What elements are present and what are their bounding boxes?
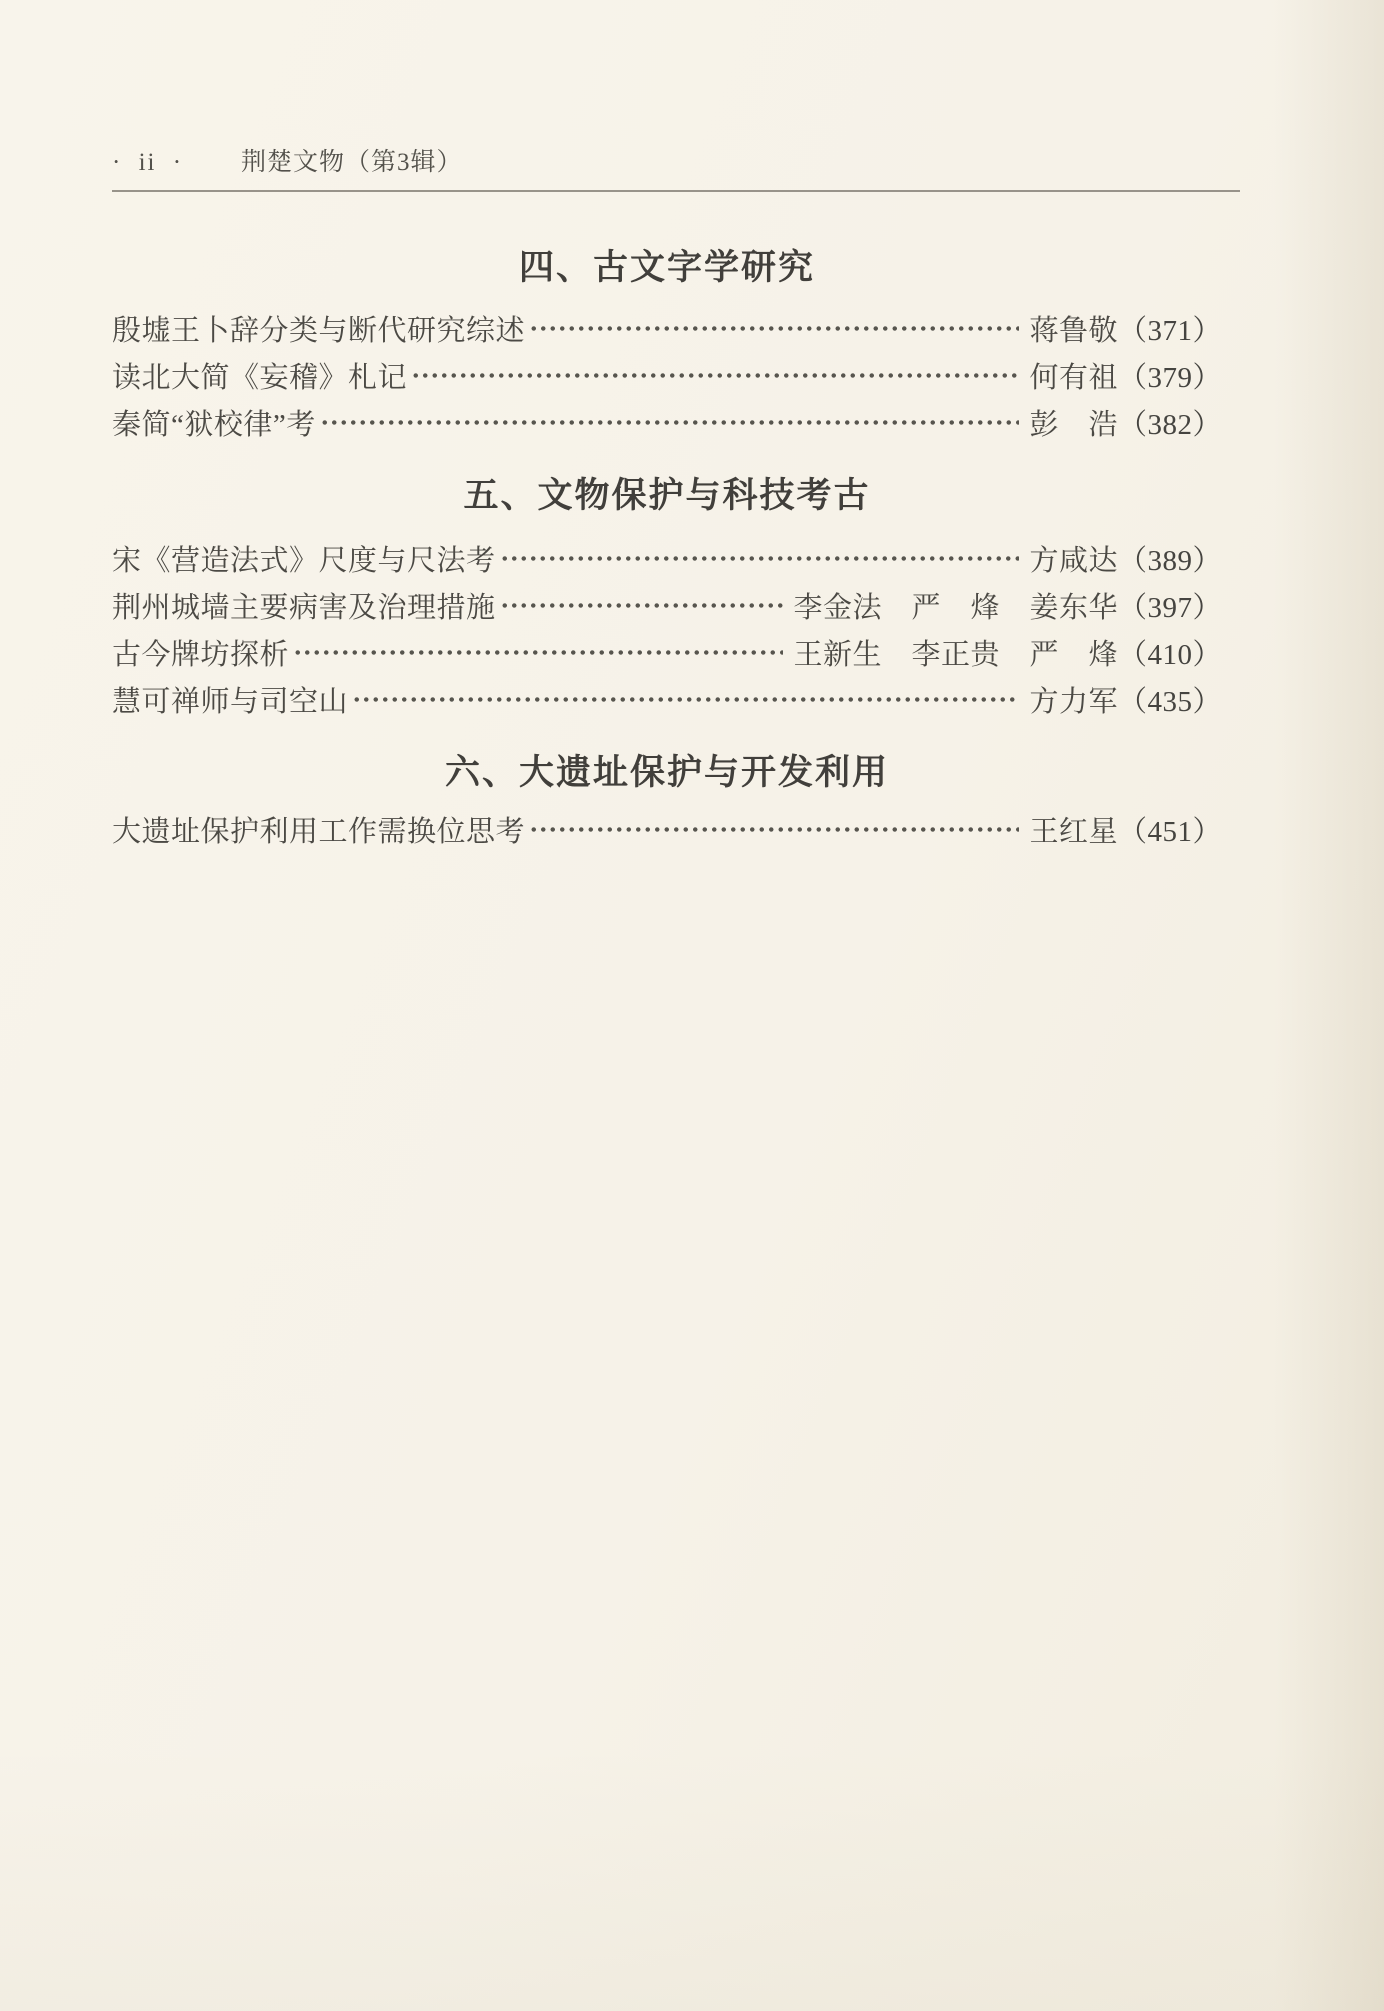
entry-title: 慧可禅师与司空山 <box>112 686 349 718</box>
entry-authors: 彭 浩 <box>1029 409 1118 441</box>
entry-title: 古今牌坊探析 <box>112 639 290 671</box>
entry-title: 荆州城墙主要病害及治理措施 <box>112 592 496 624</box>
dot-leader <box>500 535 1020 582</box>
dot-leader <box>293 629 783 676</box>
toc-entry-list <box>112 535 1222 723</box>
entry-page-number: （382） <box>1117 409 1222 441</box>
entry-page-number: （371） <box>1117 315 1222 347</box>
entry-authors: 王红星 <box>1029 816 1118 848</box>
header-rule <box>112 190 1240 192</box>
entry-page-number: （389） <box>1117 545 1222 577</box>
dot-leader <box>529 305 1019 352</box>
entry-title: 大遗址保护利用工作需换位思考 <box>112 816 526 848</box>
toc-entry <box>112 806 1222 853</box>
entry-page-number: （379） <box>1117 362 1222 394</box>
toc-entry <box>112 352 1222 399</box>
section-title: 五、文物保护与科技考古 <box>463 476 871 515</box>
dot-leader <box>352 676 1019 723</box>
dot-leader <box>500 582 784 629</box>
entry-title: 殷墟王卜辞分类与断代研究综述 <box>112 315 526 347</box>
section-title: 四、古文字学研究 <box>518 248 815 287</box>
toc-entry <box>112 305 1222 352</box>
entry-title: 秦简“狱校律”考 <box>112 409 316 441</box>
entry-page-number: （435） <box>1117 686 1222 718</box>
section-title: 六、大遗址保护与开发利用 <box>444 753 889 792</box>
toc-entry <box>112 676 1222 723</box>
entry-title: 宋《营造法式》尺度与尺法考 <box>112 545 496 577</box>
toc-entry <box>112 582 1222 629</box>
toc-entry-list <box>112 806 1222 853</box>
entry-title: 读北大简《妄稽》札记 <box>112 362 408 394</box>
entry-page-number: （451） <box>1117 816 1222 848</box>
entry-page-number: （410） <box>1117 639 1222 671</box>
book-title: 荆楚文物（第3辑） <box>241 149 463 176</box>
entry-authors: 方咸达 <box>1029 545 1118 577</box>
toc-entry <box>112 535 1222 582</box>
page-number-marker: · ii · <box>112 149 184 176</box>
entry-authors: 方力军 <box>1029 686 1118 718</box>
entry-authors: 蒋鲁敬 <box>1029 315 1118 347</box>
toc-entry <box>112 399 1222 446</box>
dot-leader <box>411 352 1019 399</box>
running-header <box>112 0 1222 178</box>
entry-authors: 李金法 严 烽 姜东华 <box>793 592 1118 624</box>
dot-leader <box>320 399 1020 446</box>
entry-authors: 王新生 李正贵 严 烽 <box>793 639 1118 671</box>
entry-page-number: （397） <box>1117 592 1222 624</box>
toc-entry-list <box>112 305 1222 446</box>
toc-entry <box>112 629 1222 676</box>
entry-authors: 何有祖 <box>1029 362 1118 394</box>
dot-leader <box>529 806 1019 853</box>
